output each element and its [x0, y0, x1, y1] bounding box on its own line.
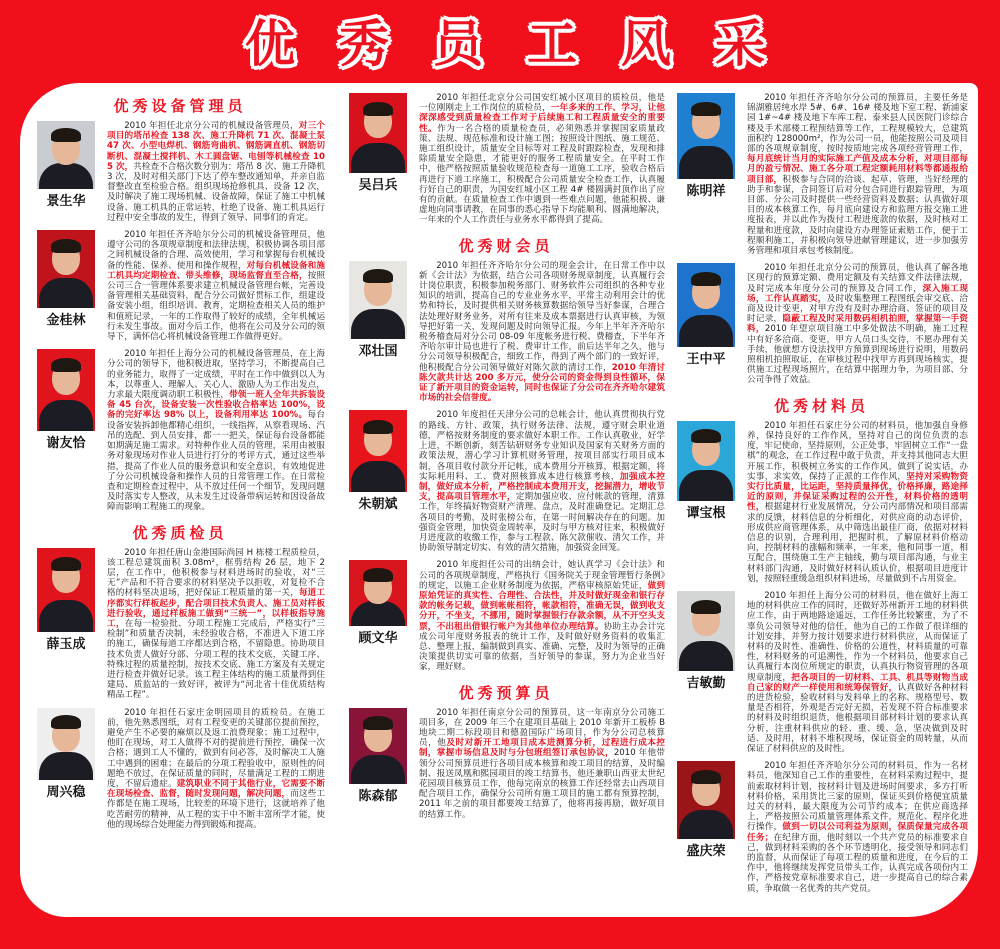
highlighted-achievement: 坚持对采购物资实行比质量，比运距，坚持质量择优，价格择廉，路途择近的原则，并保证采购过程的公开性，材料价格的透明性， [747, 471, 968, 513]
employee-description [419, 410, 665, 553]
employee-entry [35, 121, 325, 223]
employee-photo-column [35, 121, 97, 223]
employee-description [107, 548, 325, 701]
title-char: 风 [621, 15, 671, 73]
employee-description [419, 708, 665, 820]
employee-name: 陈森郁 [358, 788, 398, 804]
description-text: 2010 年担任上海分公司的机械设备管理员，在上海分公司的领导下，他积极进取，坚持学习，不断提高自己的业务能力，取得了一定成绩，平时在工作中做到以人为本，以尊重人、理解人、关心人、激励人为工作出发点，力求最大限度调动职工积极性， [107, 349, 325, 401]
title-char: 采 [715, 15, 765, 73]
employee-photo-column [675, 421, 737, 584]
description-text: 按照公司三合一管理体系要求建立机械设备管理台帐，完善设备管理相关基础资料，配合分公司做好贯标工作，组建设备安装小组，组织培训、教育，定期检查相关人员的维护和值班记录，一年的工作取得了较好的成绩，全年机械运行未发生事故。面对今后工作，他将在公司及分公司的领导下，满怀信心将机械设备管理工作做得更好。 [107, 270, 325, 343]
employee-photo [677, 761, 735, 839]
employee-name: 谭宝根 [686, 505, 726, 521]
employee-description [419, 261, 665, 404]
employee-photo-column [347, 261, 409, 404]
employee-name: 金桂林 [46, 313, 86, 329]
section-heading-equipment: 优秀设备管理员 [113, 97, 247, 115]
employee-description [747, 421, 968, 584]
title-char: 工 [527, 15, 577, 73]
description-text: 2010 年担任齐齐哈尔分公司的预算员，主要任务是锦湖雅居纯水岸 5#、6#、16# 楼及地下室工程、新浦家园 1#~4# 楼及地下车库工程、泰来县人民医院门诊综合楼及手术部楼工程预结算等工作，工程规模较大，总建筑面积约 128000m²，作为公司一员，他能按照公司及项目部的各项规章制度，按时按质地完成各项经营管理工作， [747, 93, 968, 155]
right-column [675, 93, 968, 901]
description-text: 共检查不合格次数分别为：塔吊 8 次、施工升降机 3 次，及时对相关部门下达了停车整改通知单，并亲自监督整改直至检验合格。组织现场抢修机具、设备 12 次，及时解决了施工现场机械、设备故障，保证了施工中机械设备、施工机具的正常运转，杜绝了设备、施工机具运行过程中安全事故的发生，得到了领导、同事们的肯定。 [107, 161, 325, 223]
description-text: 2010 年担任齐齐哈尔分公司的现金会计，在日常工作中以新《会计法》为依据，结合公司各项财务规章制度，认真履行会计岗位职责，积极参加税务部门、财务软件公司组织的各种专业知识的培训，提高自己的专业业务水平，平常主动利用会计的优势和特长，及时提供相关财务核算数据给领导当好参谋，合理合法处理好财务业务，对所有往来及成本票据进行认真审核，为领导把好第一关，发现问题及时向领导汇报。今年上半年齐齐哈尔税务稽查局对分公司 08-09 年度帐务进行税、费稽查，下半年齐齐哈尔审计局也进行了税、费审计工作，前后达半年之久，他与分公司领导积极配合，细致工作，得到了两个部门的一致好评，他积极配合分公司领导做好对陈欠款的清讨工作， [419, 260, 665, 373]
employee-photo [349, 560, 407, 626]
employee-photo [37, 548, 95, 632]
employee-entry [35, 548, 325, 701]
description-text: 2010 年度担任天津分公司的总帐会计，他认真贯彻执行党的路线、方针、政策，执行财务法律、法规，遵守财会职业道德，严格按财务制度的要求做好本职工作。工作认真敬业，好学上进，不断创新，刻苦钻研财务专业知识及国家有关财务方面的政策法规，潜心学习计算机财务管理，按项目部实行项目成本制，各项目收付款分开记帐，成本费用分开核算，根据定额，将实际耗用料、工、费对照核算成本进行核算考核， [419, 410, 665, 482]
employee-photo [37, 349, 95, 431]
highlighted-achievement: 2010 年清讨陈欠款共计达 200 多万元，使分公司的资金得到良性循环，保证了新开项目的资金运转，同时也保证了分公司在齐齐哈尔建筑市场的社会信誉度。 [419, 362, 665, 404]
highlighted-achievement: 加强成本控制，做好成本分析，严格控制成本费用开支，挖掘潜力，增收节支，提高项目管理水平， [419, 471, 665, 503]
highlighted-achievement: 做到一切以公司利益为原则，保质保量完成各项任务； [747, 822, 968, 843]
description-text: 2010 年担任北京分公司的预算员，他认真了解各地区现行的预算定额、费用定额及有关结算文件法律法规，及时完成本年度分公司的预算及合同工作， [747, 263, 968, 294]
highlighted-achievement: 每月底统计当月的实际施工产值及成本分析，对项目部每月的盈亏情况、施工各分项工程定额耗用材料等都通报给项目部， [747, 154, 968, 185]
section-heading-quality: 优秀质检员 [132, 523, 228, 542]
employee-entry [35, 230, 325, 342]
left-column [35, 93, 325, 901]
employee-name: 朱朝斌 [358, 497, 398, 513]
description-text: 积极参与合同的洽谈、起草、管理，当好经理的助手和参谋，合同签订后对分包合同进行跟踪管理，为项目部、分公司及时提供一些经营资料及数据；认真做好项目的成本核算工作，每月底向建设方和监理方报交施工进度报表，并以此作为拨付工程进度款的依据，及时核对工程量和进度款，及时向建设方办理签证索赔工作，便于工程顺利施工，并积极向领导进献管理建议，进一步加强劳务管理和项目承包考核制度。 [747, 174, 968, 257]
employee-photo [37, 230, 95, 308]
employee-photo [37, 121, 95, 189]
highlighted-achievement: 一年多来的工作、学习，让他深深感受到质量检查工作对于后续施工和工程质量安全的重要性。 [419, 103, 665, 134]
employee-entry [675, 93, 968, 256]
title-char: 秀 [339, 15, 389, 73]
description-text: 2010 年担任齐齐哈尔分公司的材料员，作为一名材料员，他深知自己工作的重要性，在材料采购过程中，提前索取材料计划，按材料计划及进场时间要求，多方打听材料价格，采用货比三家的原则，保证买到价格便宜质量过关的材料，最大限度为公司节约成本；在供应商选择上，严格按照公司质量管理体系文件，规范化、程序化进行操作， [747, 761, 968, 833]
employee-name: 王中平 [686, 352, 726, 368]
employee-photo [677, 421, 735, 501]
description-text: 在纪律方面，他时刻以一个共产党员的标准要求自己，做到材料采购的各个环节透明化，接受领导和同志们的监督，从而保证了每项工程的质量和进度，在今后的工作中，他将继续发挥党员带头工作，认真完成各项份内工作，严格按党章标准要求自己，进一步提高自己的综合素质，争取做一名优秀的共产党员。 [747, 832, 968, 894]
description-text: 2010 年担任北京分公司国安红城小区项目的质检员，他是一位刚刚走上工作岗位的质检员， [419, 93, 665, 114]
employee-description [747, 761, 968, 894]
section-heading-budget: 优秀预算员 [458, 683, 554, 702]
highlighted-achievement: 深入施工现场，工作认真踏实， [747, 283, 968, 304]
highlighted-achievement: 隐蔽工程及时采用数码相机拍照，掌握第一手资料， [747, 314, 968, 335]
section-heading-materials: 优秀材料员 [773, 396, 869, 415]
description-text: 2010 年度担任公司的出纳会计，她认真学习《会计法》和公司的各项规章制度，严格执行《国务院关于现金管理暂行条例》的规定，以施工企业财务制度为依据，严格审核原始凭证， [419, 560, 665, 591]
description-text: 2010 年担任上海分公司的材料员，他在做好上海工地的材料供应工作的同时，还做好苏州新开工地的材料供应工作，由于两地路途遥远，工作任务比较繁重，为了不辜负公司领导对他的信任，他为自己的工作做了很详细的计划安排，并努力按计划要求进行材料供应，从而保证了材料的及时性、准确性、价格的公道性，材料质量的可靠性，材料财务的可追溯性，作为一个材料员，他要求自己认真履行本岗位所规定的职责，认真执行物资管理的各项规章制度， [747, 590, 968, 683]
employee-name: 谢友恰 [46, 436, 86, 452]
employee-name: 邓壮国 [358, 343, 398, 359]
section-heading-finance: 优秀财会员 [458, 236, 554, 255]
employee-entry [675, 761, 968, 894]
highlighted-achievement: 每道工序都实行样板起步，配合项目技术负责人、施工员对样板进行验收，通过样板施工做到“三统一”，以样板指导施工， [107, 588, 325, 629]
employee-photo-column [347, 560, 409, 672]
description-text: 根据建材行业发展情况，分公司内部情况和项目部需求的反馈，材料信息的分析细化，对供应商的动态评价，形成供应商管理体系，从中筛选出最佳厂商，依据对材料信息的识别，合理利用，把握时机，了解原材料价格动向，控制材料的涨幅和频率，一年来，他和同事一道，相互配合，围绕施工生产主轴线，勤与项目部沟通，与业主材料部门沟通，及时做好材料认质认价，根据项目进度计划，按照轻重缓急组织材料进场，尽量做到不占用资金。 [747, 502, 968, 584]
description-text: 2010 年担任北京分公司的机械设备管理员， [124, 121, 299, 131]
employee-description [107, 121, 325, 223]
description-text: 在每一检验批、分项工程施工完成后，严格实行“三检制”和质量否决制，未经验收合格，不准进入下道工序的施工，确保每道工序都达到合格，不留隐患。协助项目技术负责人做好分部、分项工程的技术交底，关键工序、特殊过程的质量控制，按技术交底、施工方案及有关规定进行检查并做好记录。该工程主体结构的施工质量得到住建局、质监站的一致好评，被评为“河北省十佳优质结构精品工程”。 [107, 618, 325, 701]
description-text: 认真做好各种材料的进货检验，验收材料与发料单上的名称、规格型号、数量是否相符，外观是否完好无损，若发现不符合标准要求的材料及时组织退货，他根据项目部材料计划的要求认真分析，注重材料供应的轻、重、缓、急，坚决做到及时适、及时用，材料不堆积现场，保证资金的周转量，从而保证了材料供应的及时性。 [747, 682, 968, 754]
employee-name: 吴吕兵 [358, 178, 398, 193]
employee-photo [677, 263, 735, 347]
employee-entry [35, 349, 325, 512]
employee-description [107, 230, 325, 342]
employee-entry [675, 591, 968, 754]
employee-description [107, 708, 325, 830]
description-text: 2010 年望京项目施工中多处做法不明确，施工过程中有好多洽商、变更，甲方人员口头交待，不愿办理有关手续，他就想方设法找甲方预算到现场进行说明，用数码照相机拍照取证，在审核过程中找甲方再到现场核实，提供施工过程现场照片，在结算中据理力争，为项目部、分公司争得了效益。 [747, 324, 968, 386]
employee-photo-column [35, 708, 97, 830]
poster-title [245, 14, 765, 76]
employee-photo-column [675, 93, 737, 256]
employee-entry [347, 93, 665, 226]
highlighted-achievement: 把各项目的一切材料、工具、机具等财物当成自己家的财产一样使用和统筹保管好， [747, 672, 968, 693]
employee-description [107, 349, 325, 512]
description-text: 协助主办会计完成公司年度财务报表的统计工作，及时做好财务资料的收集汇总、整理上报，编制做到真实、准确、完整，及时为领导的正确决策提供切实可靠的依据，当好领导的参谋，努力为企业当好家，理好财。 [419, 621, 665, 673]
employee-name: 周兴稳 [46, 784, 86, 800]
employee-photo [37, 708, 95, 780]
employee-photo-column [675, 263, 737, 385]
employee-description [747, 591, 968, 754]
description-text: 2010 年他带领分公司预算员进行各项目成本核算和竣工项目的结算，及时编制、报送凤凰和熙园项目的竣工结算书，他还兼职山西亚太世纪花园项目核算员工作，他每完南京的核算工作还经常去山西项目配合项目工作，确保分公司所有施工项目的施工都有预算控制，2011 年之前的项目都要竣工结算了，他将再接再励，做好项目的结算工作。 [419, 748, 665, 820]
employee-photo-column [347, 93, 409, 226]
description-text: 2010 年担任石家庄分公司的材料员，他加强自身修养，保持良好的工作作风，坚持对自己的岗位负责的态度，牢记使命，坚持原则，公正处事，牢固树立工作“一盘棋”的观念，在工作过程中敢于负责，并支持其他同志大胆开展工作，积极树立务实的工作作风，做到了说实话，办实事，求实效，保持了正派的工作作风， [747, 420, 968, 482]
description-text: 2010 年担任齐齐哈尔分公司的机械设备管理员，他遵守公司的各项规章制度和法律法规，积极协调各项目部之间机械设备的合理、高效使用，学习和掌握每台机械设备的性能、保养、使用和操作规程， [107, 230, 325, 271]
employee-description [419, 93, 665, 226]
highlighted-achievement: 对每台机械设备和施工机具均定期检查、带头维修，现场监督直至合格， [107, 260, 325, 281]
highlighted-achievement: 做到原始凭证的真实性、合理性、合法性，并及时做好现金和银行存款的帐务记载，做到帐帐相符，帐款相符，准确无误，做到收支分开，不坐支，不挪用，随时掌握银行存款余额，从不开空头支票，不出租出借银行帐户为其他单位办理结算。 [419, 580, 665, 632]
employee-photo-column [347, 708, 409, 820]
employee-photo-column [675, 761, 737, 894]
employee-description [747, 93, 968, 256]
employee-photo-column [35, 548, 97, 701]
employee-entry [347, 410, 665, 553]
employee-photo [349, 708, 407, 784]
description-text: 而这些工作都是在施工现场，比较差的环境下进行，这就培养了他吃苦耐劳的精神，从工程的实干中不断丰富所学才能，使他的现场综合处理能力得到锻炼和提高。 [107, 789, 325, 830]
employee-photo [349, 261, 407, 339]
description-text: 2010 年担任唐山金港国际尚园 H 栋楼工程质检员，该工程总建筑面积 3.08m²，框剪结构 26 层，地下 2 层，在工作中，他积极参与材料进场时的验收，对“三无”产品和不符合要求的材料坚决予以拒收，对复检不合格的材料坚决退场，把好保证工程质量的第一关， [107, 547, 325, 599]
employee-name: 陈明祥 [686, 184, 726, 199]
employee-entry [347, 261, 665, 404]
description-text: 2010 年担任南京分公司的预算员，这一年南京分公司施工项目多，在 2009 年三个在建项目基础上 2010 年新开工板桥 B 地块二期二标段项目和德盈国际广场项目，作为分公司总核算员，他 [419, 707, 665, 749]
employee-entry [347, 708, 665, 820]
employee-name: 盛庆荣 [686, 844, 726, 860]
employee-entry [675, 263, 968, 385]
employee-description [747, 263, 968, 385]
employee-photo [349, 410, 407, 492]
highlighted-achievement: 建筑职业不同于其他行业，它需要不断在现场检查、监督，随时发现问题，解决问题， [107, 778, 325, 800]
description-text: 定期加强应收、应付帐款的管理，清算工作，年终搞好物资财产清理、盘点，及时准确登记。定期汇总各项目的考勤，及时张榜公布，在第一时间解决存在的问题。加强资金管理，加快资金周转率，及时与甲方核对往来，积极做好月进度款的收缴工作，参与工程款、陈欠款催收、清欠工作，并协助领导制定切实、有效的清欠措施，加强资金回笼。 [419, 492, 665, 554]
content-panel [20, 83, 978, 917]
employee-entry [347, 560, 665, 672]
employee-photo-column [35, 349, 97, 512]
employee-name: 吉敏勤 [686, 675, 726, 691]
employee-description [419, 560, 665, 672]
employee-entry [35, 708, 325, 830]
title-char: 员 [433, 15, 483, 73]
highlighted-achievement: 及时对新开工地项目成本进测算分析，过程进行成本控制，掌握市场信息及时与分包班组签订承包协议， [419, 738, 665, 759]
employee-photo [677, 591, 735, 671]
description-text: 2010 年担任石家庄金明园项目的质检员。在施工前，他先熟悉图纸，对有工程变更的关键部位提前预控，避免产生不必要的麻烦以及返工浪费现象；施工过程中，他盯在现场，对工人做得不对的提前进行预控，确保一次合格；遇到工人不懂的，做到有问必答，及时解决工人施工中遇到的困难；在最后的分项工程验收中，原则性的问题绝不放过，在保证质量的同时，尽量满足工程的工期进度，不留后遗症。 [107, 707, 325, 789]
employee-photo [677, 93, 735, 179]
employee-entry [675, 421, 968, 584]
highlighted-achievement: 带领一班人全年共拆装设备 45 台次，设备安装一次性验收合格率达 100%，设备的完好率达 98% 以上，设备利用率达 100%。 [107, 390, 325, 421]
description-text: 作为一名合格的质量检查员，必须熟悉并掌握国家质量政策、法规、规范标准和设计施工图；按照设计图纸、施工规范、施工组织设计，质量安全目标等对工程及时跟踪检查，发现和排除质量安全隐患，才能更好的服务工程质量安全。在平时工作中，他严格按照质量验收规范检查每一道施工工序，验收合格后再进行下道工序施工，积极配合公司质量安全检查工作，认真履行好自己的职责，为国安红城小区工程 4# 楼圆满封顶作出了应有的贡献。在质量检查工作中遇到一些难点问题，他能积极、谦虚地向同事请教，在同事的悉心指导下均能顺利、圆满地解决，一年来的个人工作责任与业务水平都得到了提高。 [419, 123, 665, 226]
employee-photo-column [675, 591, 737, 754]
description-text: 及时收集整理工程图纸会审交底、洽商及设计变更，对甲方没有及时办理洽商、签证的项目及时记录， [747, 293, 968, 325]
employee-photo-column [35, 230, 97, 342]
employee-photo [349, 93, 407, 173]
employee-name: 景生华 [46, 194, 86, 209]
employee-name: 薛玉成 [46, 636, 86, 652]
employee-photo-column [347, 410, 409, 553]
title-char: 优 [245, 15, 295, 73]
employee-name: 顾文华 [358, 631, 398, 647]
description-text: 每台设备安装拆卸他都精心组织，一线指挥，从察看现场、汽吊的选配、到人员安排，都一一把关，保证每台设备都能如期满足施工需求。对特种作业人员的管理，采用由被服务对象现场对作业人员进行打分的考评方式，通过这些举措，提高了作业人员的服务意识和安全意识，有效地促进了分公司机械设备和操作人员的日常管理工作。在日常检查和定期检查过程中，从不放过任何一个细节，发现问题及时落实专人整改，从未发生过设备带病运转和因设备故障而影响工程施工的现象。 [107, 410, 325, 513]
highlighted-achievement: 对三个项目的塔吊检查 138 次、施工升降机 71 次、混凝土泵 47 次、小型电焊机、钢筋弯曲机、钢筋调直机、钢筋切断机、混凝土搅拌机、木工圆盘锯、电刨等机械检查 105 次， [107, 121, 325, 172]
middle-column [347, 93, 665, 901]
